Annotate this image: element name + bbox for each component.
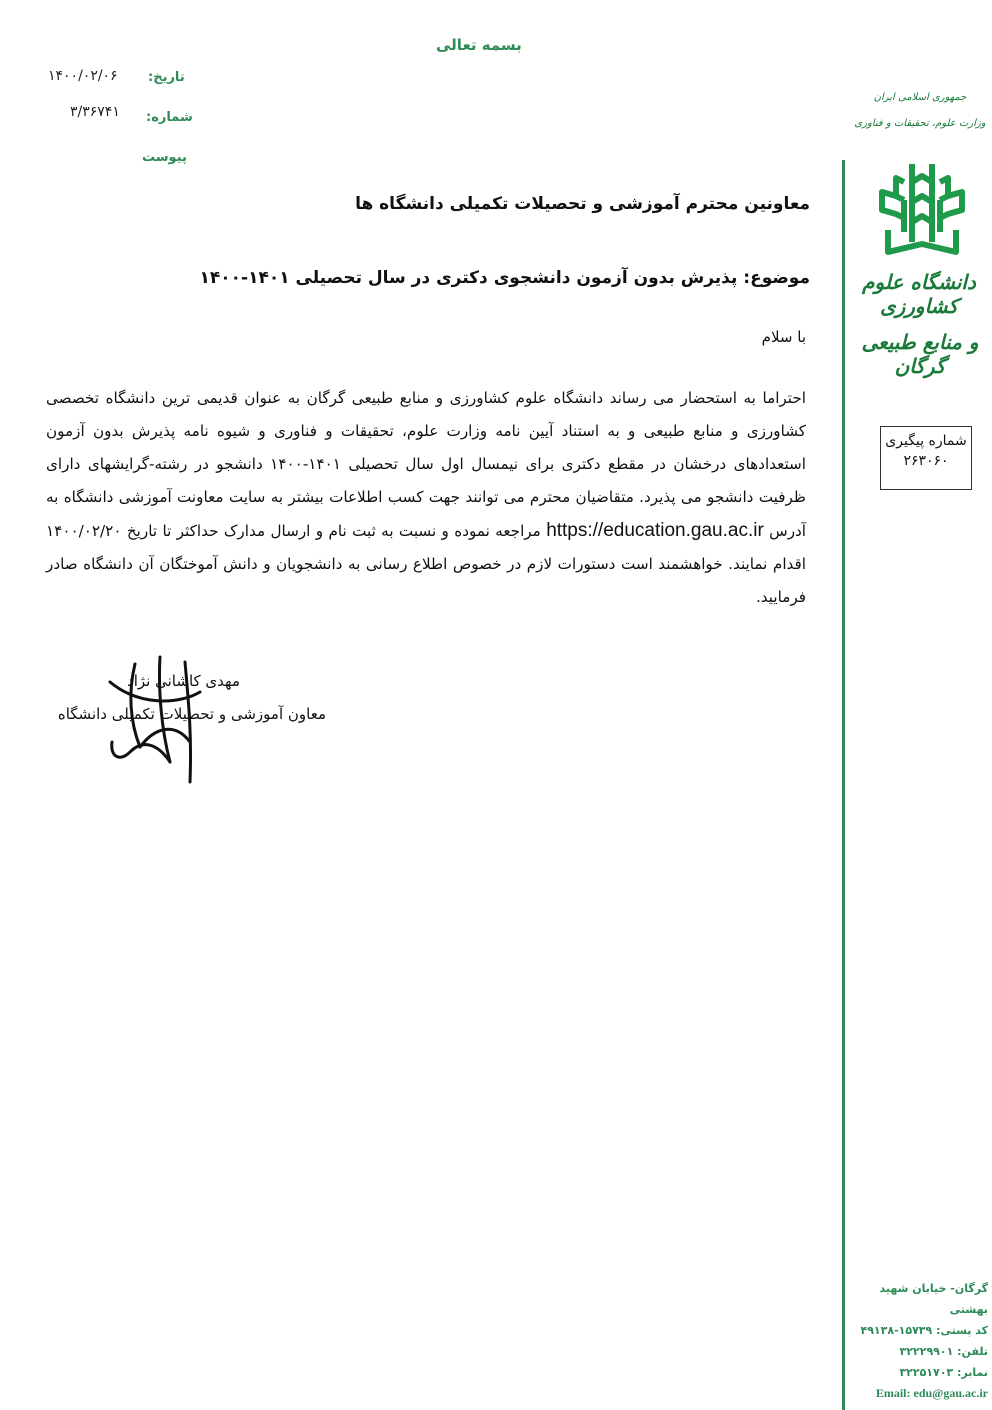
subject: موضوع: پذیرش بدون آزمون دانشجوی دکتری در سال تحصیلی ۱۴۰۱-۱۴۰۰: [199, 268, 810, 288]
letter-body: [46, 382, 806, 614]
footer-email[interactable]: Email: edu@gau.ac.ir: [875, 1386, 988, 1400]
letter-body-part2: مراجعه نموده و نسبت به ثبت نام و ارسال مدارک حداکثر تا تاریخ ۱۴۰۰/۰۲/۲۰ اقدام نمایند. خواهشمند است دستورات لازم در خصوص اطلاع رسانی به دانشجویان و دانش آموختگان آن دانشگاه صادر فرمایید.: [46, 522, 806, 606]
recipient: معاونین محترم آموزشی و تحصیلات تکمیلی دانشگاه ها: [355, 194, 810, 214]
footer-phone: تلفن: ۳۲۲۲۹۹۰۱: [899, 1345, 988, 1358]
date-value: ۱۴۰۰/۰۲/۰۶: [48, 68, 118, 84]
header-invocation: بسمه تعالی: [436, 36, 522, 54]
number-value: ۳/۳۶۷۴۱: [70, 104, 120, 120]
footer-address: گرگان- خیابان شهید بهشتی: [879, 1282, 988, 1316]
tracking-number-box: [880, 426, 972, 490]
number-label: شماره:: [146, 110, 193, 125]
org-ministry: وزارت علوم، تحقیقات و فناوری: [854, 118, 986, 129]
tracking-label: شماره پیگیری: [885, 433, 967, 449]
footer-fax: نمابر: ۳۲۲۵۱۷۰۳: [899, 1366, 988, 1379]
footer-contact: [852, 1278, 988, 1404]
org-name-line2: و منابع طبیعی گرگان: [861, 330, 979, 378]
vertical-divider: [842, 160, 845, 1410]
signer-title: معاون آموزشی و تحصیلات تکمیلی دانشگاه: [57, 705, 326, 723]
attachment-label: پیوست: [142, 150, 187, 165]
signer-name: مهدی کاشانی نژاد: [127, 672, 240, 690]
date-label: تاریخ:: [148, 70, 185, 85]
wheat-book-logo-icon: [874, 152, 970, 258]
letter-body-part1: احتراما به استحضار می رساند دانشگاه علوم کشاورزی و منابع طبیعی گرگان به عنوان قدیمی ترین دانشگاه تخصصی کشاورزی و منابع طبیعی و به استناد آیین نامه وزارت علوم، تحقیقات و فناوری و شیوه نامه پذیرش بدون آزمون استعدادهای درخشان در مقطع دکتری برای نیمسال اول سال تحصیلی ۱۴۰۱-۱۴۰۰ دانشجو در رشته-گرایشهای دارای ظرفیت دانشجو می پذیرد. متقاضیان محترم می توانند جهت کسب اطلاعات بیشتر به سایت معاونت آموزشی دانشگاه به آدرس: [46, 389, 807, 540]
org-country: جمهوری اسلامی ایران: [873, 92, 967, 103]
greeting: با سلام: [761, 328, 806, 346]
org-name-line1: دانشگاه علوم کشاورزی: [862, 270, 976, 318]
education-url-link[interactable]: https://education.gau.ac.ir: [546, 520, 764, 541]
tracking-value: ۲۶۳۰۶۰: [903, 453, 949, 469]
footer-postal-code: کد پستی: ۱۵۷۳۹-۴۹۱۳۸: [860, 1324, 988, 1337]
